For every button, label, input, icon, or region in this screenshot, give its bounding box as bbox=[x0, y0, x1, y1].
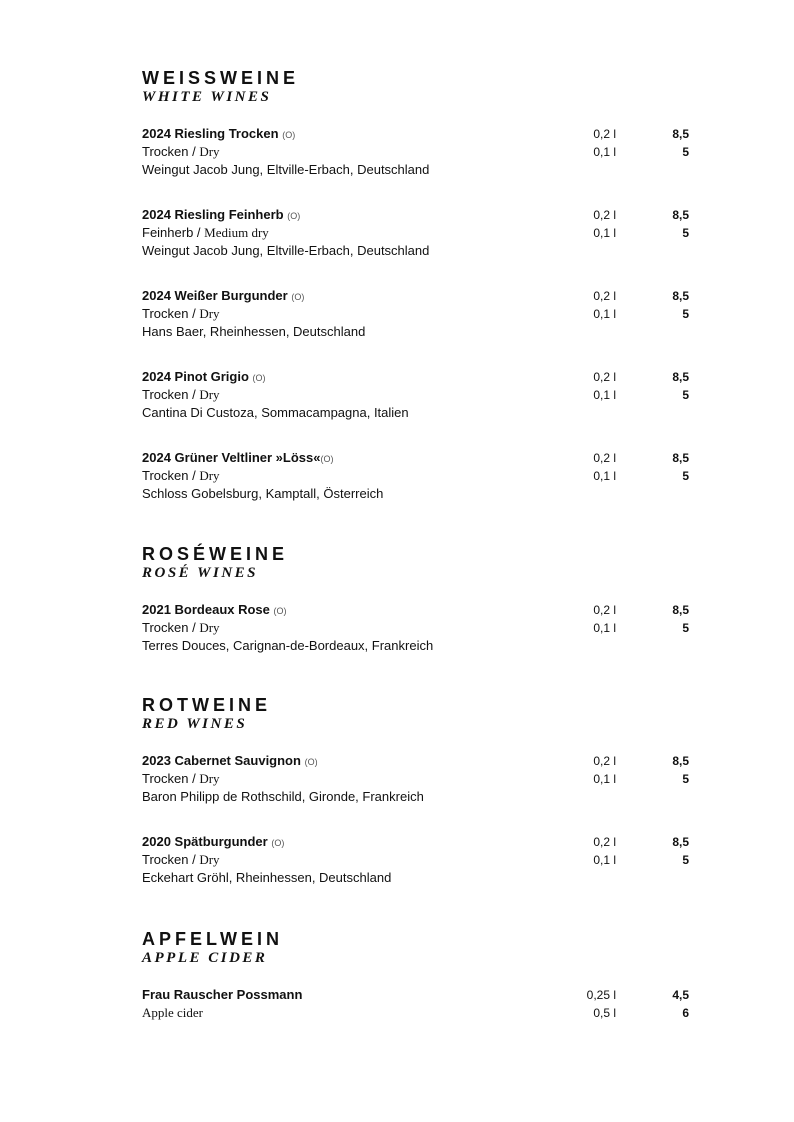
section-title: ROSÉWEINE bbox=[142, 544, 289, 564]
price-large: 4,5 bbox=[672, 988, 689, 1002]
wine-tag: (O) bbox=[287, 211, 301, 221]
producer: Baron Philipp de Rothschild, Gironde, Frankreich bbox=[142, 789, 424, 804]
section-rose-wines bbox=[142, 544, 702, 655]
wine-tag: (O) bbox=[291, 292, 305, 302]
wine-tag: (O) bbox=[271, 838, 285, 848]
volume-small: 0,1 l bbox=[593, 307, 616, 321]
price-small: 6 bbox=[682, 1006, 689, 1020]
price-small: 5 bbox=[682, 469, 689, 483]
section-subtitle: APPLE CIDER bbox=[142, 950, 268, 966]
volume-large: 0,2 l bbox=[593, 289, 616, 303]
wine-name: 2023 Cabernet Sauvignon bbox=[142, 753, 301, 768]
volume-small: 0,1 l bbox=[593, 469, 616, 483]
wine-name: 2024 Grüner Veltliner »Löss« bbox=[142, 450, 321, 465]
producer: Weingut Jacob Jung, Eltville-Erbach, Deutschland bbox=[142, 162, 430, 177]
volume-large: 0,25 l bbox=[586, 988, 616, 1002]
style-en: Dry bbox=[199, 468, 220, 483]
wine-name: Frau Rauscher Possmann bbox=[142, 987, 303, 1002]
price-small: 5 bbox=[682, 388, 689, 402]
wine-name: 2021 Bordeaux Rose bbox=[142, 602, 270, 617]
style-en: Dry bbox=[199, 306, 220, 321]
wine-tag: (O) bbox=[273, 606, 287, 616]
style-de: Trocken / bbox=[142, 387, 196, 402]
price-small: 5 bbox=[682, 853, 689, 867]
style-de: Trocken / bbox=[142, 620, 196, 635]
price-small: 5 bbox=[682, 772, 689, 786]
wine-name: 2020 Spätburgunder bbox=[142, 834, 268, 849]
wine-tag: (O) bbox=[304, 757, 318, 767]
style-de: Trocken / bbox=[142, 468, 196, 483]
wine-name: 2024 Riesling Feinherb bbox=[142, 207, 284, 222]
volume-large: 0,2 l bbox=[593, 127, 616, 141]
section-white-wines bbox=[142, 68, 702, 503]
section-title: WEISSWEINE bbox=[142, 68, 300, 88]
section-title: ROTWEINE bbox=[142, 695, 271, 715]
volume-large: 0,2 l bbox=[593, 835, 616, 849]
wine-tag: (O) bbox=[320, 454, 334, 464]
price-large: 8,5 bbox=[672, 127, 689, 141]
section-subtitle: WHITE WINES bbox=[142, 89, 272, 105]
producer: Eckehart Gröhl, Rheinhessen, Deutschland bbox=[142, 870, 392, 885]
volume-large: 0,2 l bbox=[593, 208, 616, 222]
style-de: Trocken / bbox=[142, 771, 196, 786]
price-large: 8,5 bbox=[672, 835, 689, 849]
wine-entry bbox=[142, 287, 702, 341]
wine-entry bbox=[142, 125, 702, 179]
style-en: Apple cider bbox=[142, 1005, 204, 1020]
style-de: Feinherb / bbox=[142, 225, 201, 240]
section-subtitle: RED WINES bbox=[142, 716, 248, 732]
style-de: Trocken / bbox=[142, 144, 196, 159]
wine-entry bbox=[142, 601, 702, 655]
wine-entry bbox=[142, 986, 702, 1022]
section-title: APFELWEIN bbox=[142, 929, 284, 949]
price-small: 5 bbox=[682, 226, 689, 240]
volume-small: 0,1 l bbox=[593, 226, 616, 240]
volume-large: 0,2 l bbox=[593, 451, 616, 465]
volume-large: 0,2 l bbox=[593, 370, 616, 384]
section-red-wines bbox=[142, 695, 702, 887]
producer: Schloss Gobelsburg, Kamptall, Österreich bbox=[142, 486, 384, 501]
wine-entry bbox=[142, 206, 702, 260]
style-en: Medium dry bbox=[204, 225, 269, 240]
wine-entry bbox=[142, 752, 702, 806]
volume-small: 0,1 l bbox=[593, 772, 616, 786]
price-large: 8,5 bbox=[672, 754, 689, 768]
volume-small: 0,5 l bbox=[593, 1006, 616, 1020]
price-large: 8,5 bbox=[672, 370, 689, 384]
producer: Hans Baer, Rheinhessen, Deutschland bbox=[142, 324, 366, 339]
producer: Cantina Di Custoza, Sommacampagna, Italien bbox=[142, 405, 409, 420]
style-de: Trocken / bbox=[142, 306, 196, 321]
price-small: 5 bbox=[682, 145, 689, 159]
volume-small: 0,1 l bbox=[593, 388, 616, 402]
style-en: Dry bbox=[199, 620, 220, 635]
wine-name: 2024 Weißer Burgunder bbox=[142, 288, 288, 303]
producer: Terres Douces, Carignan-de-Bordeaux, Frankreich bbox=[142, 638, 434, 653]
wine-name: 2024 Pinot Grigio bbox=[142, 369, 249, 384]
volume-small: 0,1 l bbox=[593, 853, 616, 867]
style-en: Dry bbox=[199, 144, 220, 159]
price-large: 8,5 bbox=[672, 451, 689, 465]
section-apple-cider bbox=[142, 929, 702, 1022]
price-large: 8,5 bbox=[672, 208, 689, 222]
price-large: 8,5 bbox=[672, 289, 689, 303]
style-en: Dry bbox=[199, 387, 220, 402]
style-de: Trocken / bbox=[142, 852, 196, 867]
wine-tag: (O) bbox=[252, 373, 266, 383]
wine-tag: (O) bbox=[282, 130, 296, 140]
volume-small: 0,1 l bbox=[593, 145, 616, 159]
price-large: 8,5 bbox=[672, 603, 689, 617]
volume-large: 0,2 l bbox=[593, 603, 616, 617]
style-en: Dry bbox=[199, 852, 220, 867]
price-small: 5 bbox=[682, 307, 689, 321]
wine-entry bbox=[142, 833, 702, 887]
style-en: Dry bbox=[199, 771, 220, 786]
section-subtitle: ROSÉ WINES bbox=[142, 565, 259, 581]
volume-small: 0,1 l bbox=[593, 621, 616, 635]
producer: Weingut Jacob Jung, Eltville-Erbach, Deutschland bbox=[142, 243, 430, 258]
price-small: 5 bbox=[682, 621, 689, 635]
wine-name: 2024 Riesling Trocken bbox=[142, 126, 279, 141]
wine-entry bbox=[142, 449, 702, 503]
wine-entry bbox=[142, 368, 702, 422]
volume-large: 0,2 l bbox=[593, 754, 616, 768]
